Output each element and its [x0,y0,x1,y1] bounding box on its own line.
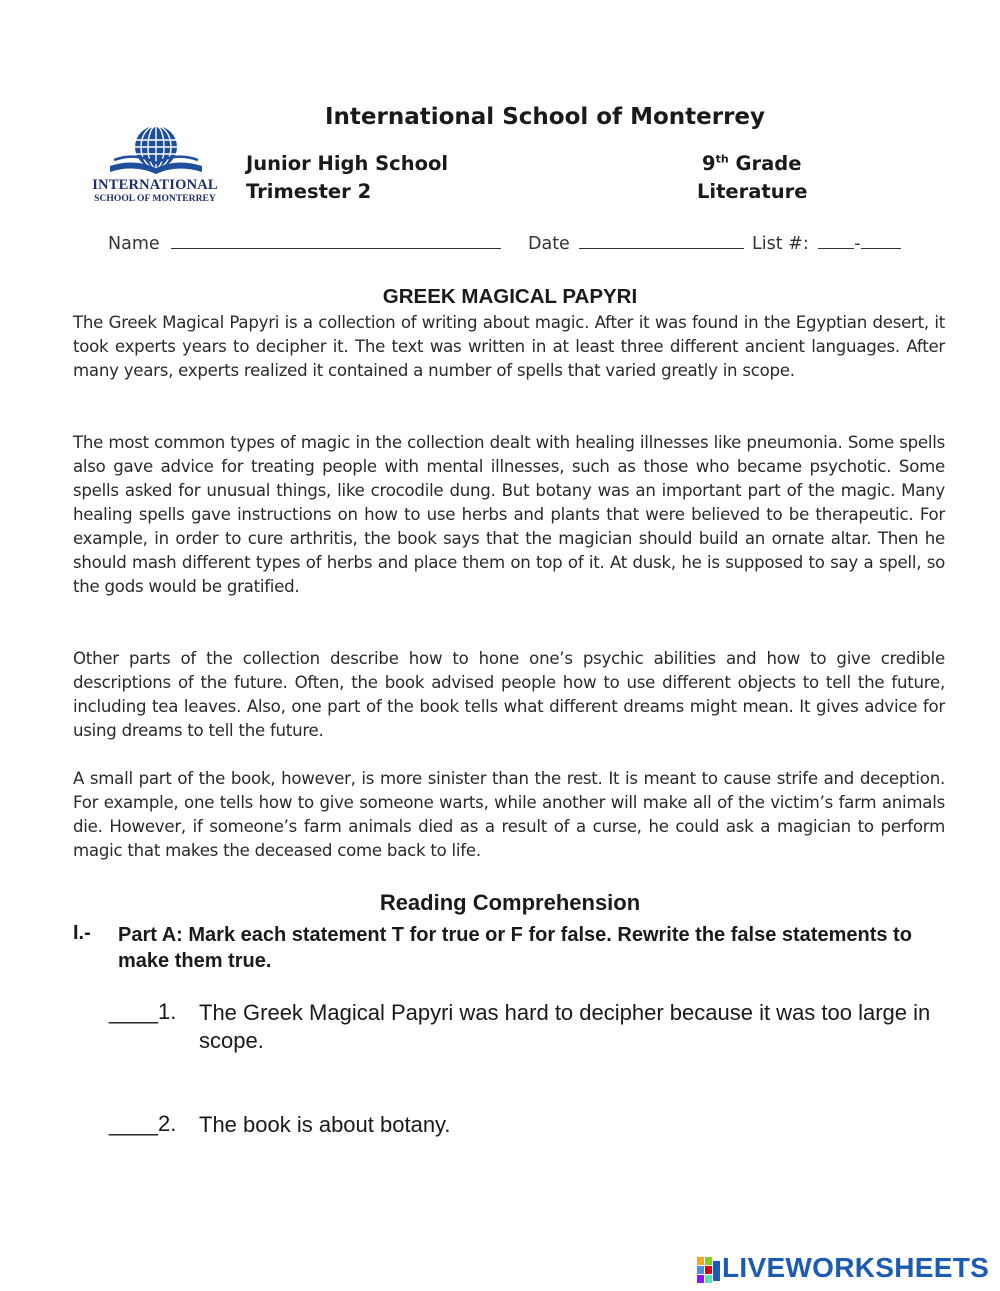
section-title: Reading Comprehension [379,890,641,915]
part-number: I.- [73,922,91,944]
paragraph-3: Other parts of the collection describe how to hone one’s psychic abilities and how to give credible descriptions of the future. Often, the book advised people how to use different objects to tell the future, including tea leaves. Also, one part of the book tells what different dreams might mean. It gives advice for using dreams to tell the future. [73,649,945,740]
name-label: Name [108,234,160,254]
document-title: GREEK MAGICAL PAPYRI [382,285,638,308]
subject: Literature [697,180,808,203]
school-level: Junior High School [246,152,449,175]
trimester: Trimester 2 [246,180,372,203]
part-instructions: Part A: Mark each statement T for true or F for false. Rewrite the false statements to make them true. [118,924,912,972]
name-field[interactable] [108,232,501,254]
grade [702,152,801,175]
list-label: List #: [752,234,809,254]
question-text-1: The Greek Magical Papyri was hard to decipher because it was too large in scope. [199,1000,931,1053]
logo-text-international: INTERNATIONAL [92,177,218,193]
list-field[interactable] [752,232,901,254]
date-label: Date [528,234,570,254]
grade-suffix: th [715,152,729,166]
date-field[interactable] [528,232,744,254]
list-input-line-2[interactable] [861,232,901,249]
liveworksheets-brand[interactable]: LIVEWORKSHEETS [722,1252,990,1283]
question-number-1: 1. [157,999,177,1024]
question-text-2: The book is about botany. [199,1112,451,1137]
name-input-line[interactable] [171,232,501,249]
answer-blank-1-line[interactable]: ____ [109,999,158,1024]
list-separator: - [854,234,861,254]
grade-word: Grade [735,152,802,175]
answer-blank-2-line[interactable]: ____ [109,1111,158,1136]
date-input-line[interactable] [579,232,744,249]
liveworksheets-logo-icon [697,1257,721,1285]
list-input-line-1[interactable] [818,232,854,249]
logo-text-school: SCHOOL OF MONTERREY [94,193,216,204]
answer-blank-1[interactable] [109,999,176,1025]
paragraph-1: The Greek Magical Papyri is a collection of writing about magic. After it was found in the Egyptian desert, it took experts years to decipher it. The text was written in at least three different ancient languages. After many years, experts realized it contained a number of spells that varied greatly in scope. [73,313,945,380]
answer-blank-2[interactable] [109,1111,176,1137]
question-number-2: 2. [157,1111,177,1136]
grade-number: 9 [702,152,716,175]
school-title: International School of Monterrey [324,104,766,130]
paragraph-2: The most common types of magic in the collection dealt with healing illnesses like pneumonia. Some spells also gave advice for treating people with mental illnesses, such as those who became psychotic. Some spells asked for unusual things, like crocodile dung. But botany was an important part of the magic. Many healing spells gave instructions on how to use herbs and plants that were believed to be therapeutic. For example, in order to cure arthritis, the book says that the magician should build an ornate altar. Then he should mash different types of herbs and place them on top of it. At dusk, he is supposed to say a spell, so the gods would be gratified. [73,433,945,596]
paragraph-4: A small part of the book, however, is more sinister than the rest. It is meant to cause strife and deception. For example, one tells how to give someone warts, while another will make all of the victim’s farm animals die. However, if someone’s farm animals died as a result of a curse, he could ask a magician to perform magic that makes the deceased come back to life. [73,769,945,860]
